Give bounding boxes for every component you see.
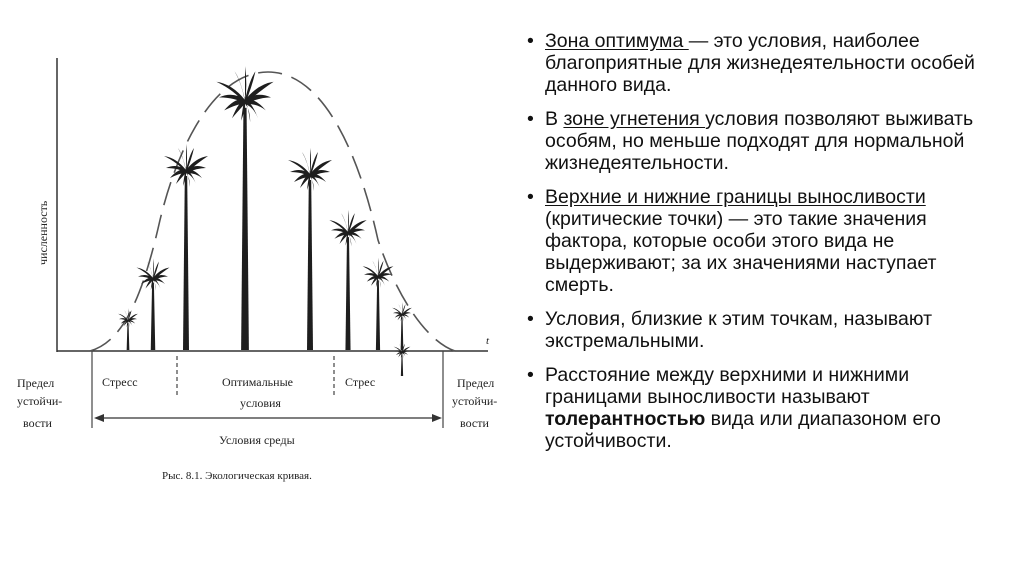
underlined-term: Верхние и нижние границы выносливости xyxy=(545,186,926,208)
underlined-term: зоне угнетения xyxy=(563,108,706,130)
right-limit-label-2: устойчи- xyxy=(452,394,498,408)
palm-tree-icon xyxy=(394,342,411,376)
palm-tree-icon xyxy=(164,144,208,350)
bullet-list xyxy=(518,30,988,464)
palm-tree-icon xyxy=(288,148,332,350)
bullet-text: В xyxy=(545,108,564,130)
stress-left-label: Стресс xyxy=(102,375,138,389)
palm-tree-icon xyxy=(363,258,394,350)
optimal-label-2: условия xyxy=(240,396,281,410)
figure-caption: Рыс. 8.1. Экологическая кривая. xyxy=(162,470,312,482)
palm-tree-icon xyxy=(216,66,273,350)
palm-tree-icon xyxy=(137,259,170,351)
palm-trees xyxy=(118,66,412,376)
bullet-text: вида или диапазоном его устойчивости. xyxy=(545,408,941,452)
arrow-left-head-icon xyxy=(94,414,104,422)
right-limit-label-3: вости xyxy=(460,416,489,430)
environment-label: Условия среды xyxy=(219,433,295,447)
left-limit-label-2: устойчи- xyxy=(17,394,63,408)
palm-tree-icon xyxy=(329,210,366,350)
optimal-label-1: Оптимальные xyxy=(222,375,293,389)
bullet-text: — это условия, наиболее благоприятные для жизнедеятельности особей данного вида. xyxy=(545,30,975,96)
bullet-item xyxy=(518,108,988,174)
arrow-right-head-icon xyxy=(432,414,442,422)
bullet-item xyxy=(518,30,988,96)
y-axis-label: численность xyxy=(36,200,50,265)
left-limit-label-1: Предел xyxy=(17,376,55,390)
bullet-text: (критические точки) — это такие значения фактора, которые особи этого вида не выдерживают; за их значениями наступает смерть. xyxy=(545,208,937,296)
bullet-text: Расстояние между верхними и нижними границами выносливости называют xyxy=(545,364,910,408)
bullet-item xyxy=(518,364,988,452)
palm-tree-icon xyxy=(118,308,138,350)
right-limit-label-1: Предел xyxy=(457,376,495,390)
underlined-term: Зона оптимума xyxy=(545,30,689,52)
bullet-text: условия позволяют выживать особям, но меньше подходят для нормальной жизнедеятельности. xyxy=(545,108,974,174)
x-axis-end-label: t xyxy=(486,335,490,347)
bullet-item xyxy=(518,308,988,352)
bullet-text: Условия, близкие к этим точкам, называют экстремальными. xyxy=(545,308,933,352)
left-limit-label-3: вости xyxy=(23,416,52,430)
tolerance-curve xyxy=(90,72,455,351)
bold-term: толерантностью xyxy=(545,408,706,430)
stress-right-label: Стрес xyxy=(345,375,376,389)
bullet-item xyxy=(518,186,988,296)
